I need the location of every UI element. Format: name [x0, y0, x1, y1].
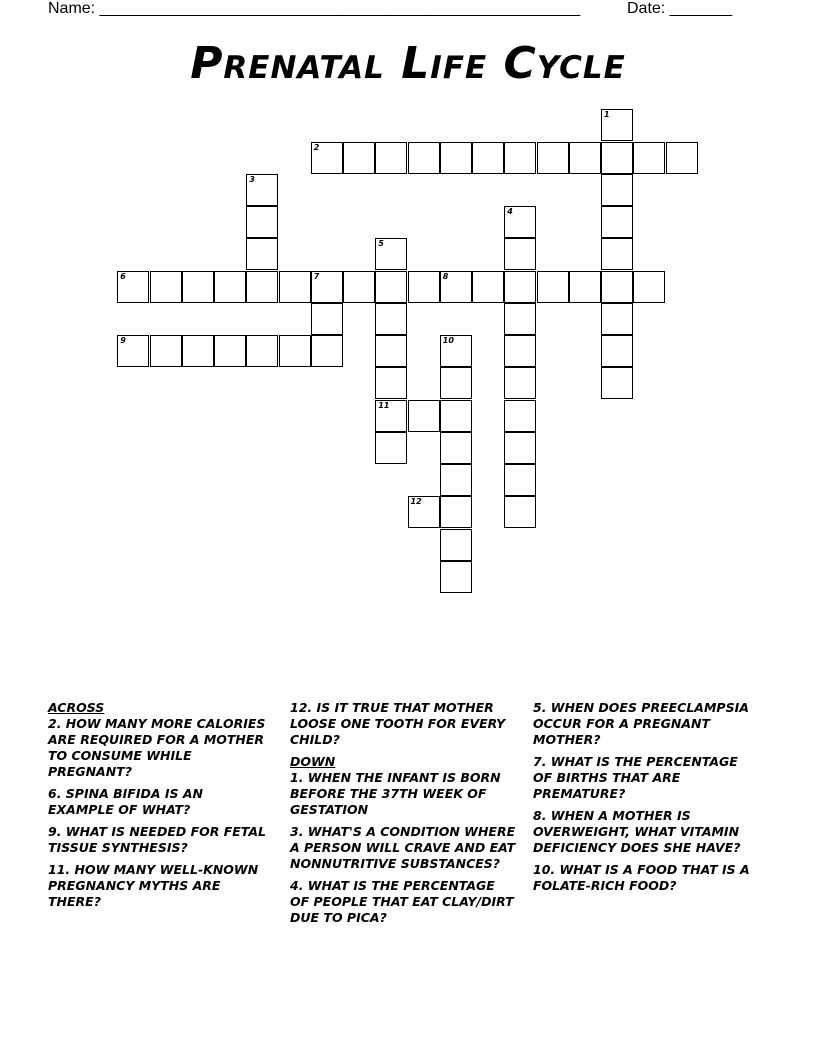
crossword-cell[interactable] [440, 496, 472, 528]
crossword-cell[interactable] [246, 238, 278, 270]
crossword-cell[interactable] [601, 335, 633, 367]
crossword-cell[interactable] [117, 271, 149, 303]
crossword-cell[interactable] [408, 496, 440, 528]
crossword-cell[interactable] [504, 303, 536, 335]
crossword-cell[interactable] [601, 367, 633, 399]
crossword-cell[interactable] [504, 496, 536, 528]
crossword-cell[interactable] [246, 174, 278, 206]
crossword-cell[interactable] [375, 303, 407, 335]
crossword-cell[interactable] [504, 400, 536, 432]
clue-number: 7 [313, 271, 320, 281]
crossword-cell[interactable] [666, 142, 698, 174]
clue-down-1: 1. WHEN THE INFANT IS BORN BEFORE THE 37TH WEEK OF GESTATION [290, 770, 501, 817]
clue-number: 4 [507, 207, 513, 216]
clue-number: 3 [249, 174, 255, 184]
crossword-cell[interactable] [569, 271, 601, 303]
crossword-cell[interactable] [537, 271, 569, 303]
clue-across-9: 9. WHAT IS NEEDED FOR FETAL TISSUE SYNTHESIS? [48, 824, 267, 855]
crossword-cell[interactable] [601, 109, 633, 141]
crossword-cell[interactable] [504, 206, 536, 238]
clue-across-2: 2. HOW MANY MORE CALORIES ARE REQUIRED FOR A MOTHER TO CONSUME WHILE PREGNANT? [48, 716, 266, 779]
crossword-cell[interactable] [440, 335, 472, 367]
across-heading: ACROSS [48, 700, 105, 715]
crossword-cell[interactable] [440, 142, 472, 174]
crossword-cell[interactable] [311, 303, 343, 335]
crossword-cell[interactable] [601, 142, 633, 174]
crossword-cell[interactable] [150, 271, 182, 303]
clue-down-7: 7. WHAT IS THE PERCENTAGE OF BIRTHS THAT ARE PREMATURE? [533, 754, 738, 801]
clue-number: 2 [313, 142, 320, 152]
crossword-cell[interactable] [569, 142, 601, 174]
down-heading: DOWN [290, 754, 336, 769]
crossword-cell[interactable] [504, 335, 536, 367]
clue-down-4: 4. WHAT IS THE PERCENTAGE OF PEOPLE THAT EAT CLAY/DIRT DUE TO PICA? [290, 878, 514, 925]
clue-down-10: 10. WHAT IS A FOOD THAT IS A FOLATE-RICH FOOD? [533, 862, 750, 893]
clues-column-2 [290, 700, 518, 932]
date-field-label: Date: _______ [627, 0, 732, 17]
crossword-cell[interactable] [504, 432, 536, 464]
crossword-cell[interactable] [408, 142, 440, 174]
crossword-cell[interactable] [440, 561, 472, 593]
crossword-cell[interactable] [375, 432, 407, 464]
crossword-cell[interactable] [440, 367, 472, 399]
crossword-cell[interactable] [440, 464, 472, 496]
crossword-cell[interactable] [214, 335, 246, 367]
crossword-cell[interactable] [375, 271, 407, 303]
crossword-cell[interactable] [182, 335, 214, 367]
crossword-cell[interactable] [601, 303, 633, 335]
crossword-cell[interactable] [440, 400, 472, 432]
crossword-cell[interactable] [375, 335, 407, 367]
clues-column-1 [48, 700, 273, 916]
crossword-cell[interactable] [601, 271, 633, 303]
clues-column-3 [533, 700, 761, 900]
crossword-cell[interactable] [504, 142, 536, 174]
crossword-cell[interactable] [117, 335, 149, 367]
clue-across-6: 6. SPINA BIFIDA IS AN EXAMPLE OF WHAT? [48, 786, 204, 817]
clue-number: 11 [378, 400, 390, 410]
crossword-cell[interactable] [408, 271, 440, 303]
clue-down-5: 5. WHEN DOES PREECLAMPSIA OCCUR FOR A PREGNANT MOTHER? [533, 700, 749, 747]
crossword-cell[interactable] [504, 271, 536, 303]
crossword-cell[interactable] [504, 464, 536, 496]
crossword-cell[interactable] [440, 529, 472, 561]
clue-number: 9 [120, 336, 126, 345]
crossword-cell[interactable] [246, 206, 278, 238]
crossword-cell[interactable] [311, 335, 343, 367]
crossword-cell[interactable] [375, 142, 407, 174]
page-title: Prenatal Life Cycle [190, 38, 626, 89]
crossword-cell[interactable] [408, 400, 440, 432]
crossword-cell[interactable] [633, 271, 665, 303]
crossword-cell[interactable] [375, 400, 407, 432]
crossword-cell[interactable] [150, 335, 182, 367]
crossword-cell[interactable] [537, 142, 569, 174]
crossword-cell[interactable] [472, 142, 504, 174]
clue-down-3: 3. WHAT'S A CONDITION WHERE A PERSON WILL CRAVE AND EAT NONNUTRITIVE SUBSTANCES? [290, 824, 516, 871]
clue-across-11: 11. HOW MANY WELL-KNOWN PREGNANCY MYTHS ARE THERE? [48, 862, 259, 909]
crossword-cell[interactable] [311, 271, 343, 303]
crossword-cell[interactable] [246, 335, 278, 367]
crossword-cell[interactable] [375, 367, 407, 399]
crossword-cell[interactable] [440, 432, 472, 464]
clue-number: 12 [410, 497, 422, 507]
clue-number: 8 [442, 271, 449, 281]
crossword-cell[interactable] [279, 271, 311, 303]
clue-number: 5 [378, 239, 384, 249]
crossword-cell[interactable] [375, 238, 407, 270]
crossword-cell[interactable] [182, 271, 214, 303]
crossword-cell[interactable] [440, 271, 472, 303]
name-field-label: Name: ______________________________________________________ [48, 0, 581, 17]
crossword-cell[interactable] [214, 271, 246, 303]
crossword-cell[interactable] [311, 142, 343, 174]
clue-across-12: 12. IS IT TRUE THAT MOTHER LOOSE ONE TOOTH FOR EVERY CHILD? [290, 700, 506, 747]
clue-number: 6 [120, 271, 126, 281]
clue-number: 10 [442, 336, 454, 345]
crossword-cell[interactable] [504, 238, 536, 270]
crossword-cell[interactable] [472, 271, 504, 303]
crossword-cell[interactable] [504, 367, 536, 399]
crossword-cell[interactable] [601, 238, 633, 270]
crossword-cell[interactable] [601, 174, 633, 206]
clue-number: 1 [604, 110, 610, 120]
crossword-cell[interactable] [343, 142, 375, 174]
crossword-cell[interactable] [343, 271, 375, 303]
crossword-cell[interactable] [601, 206, 633, 238]
crossword-cell[interactable] [633, 142, 665, 174]
clue-down-8: 8. WHEN A MOTHER IS OVERWEIGHT, WHAT VITAMIN DEFICIENCY DOES SHE HAVE? [533, 808, 741, 855]
crossword-cell[interactable] [279, 335, 311, 367]
crossword-cell[interactable] [246, 271, 278, 303]
